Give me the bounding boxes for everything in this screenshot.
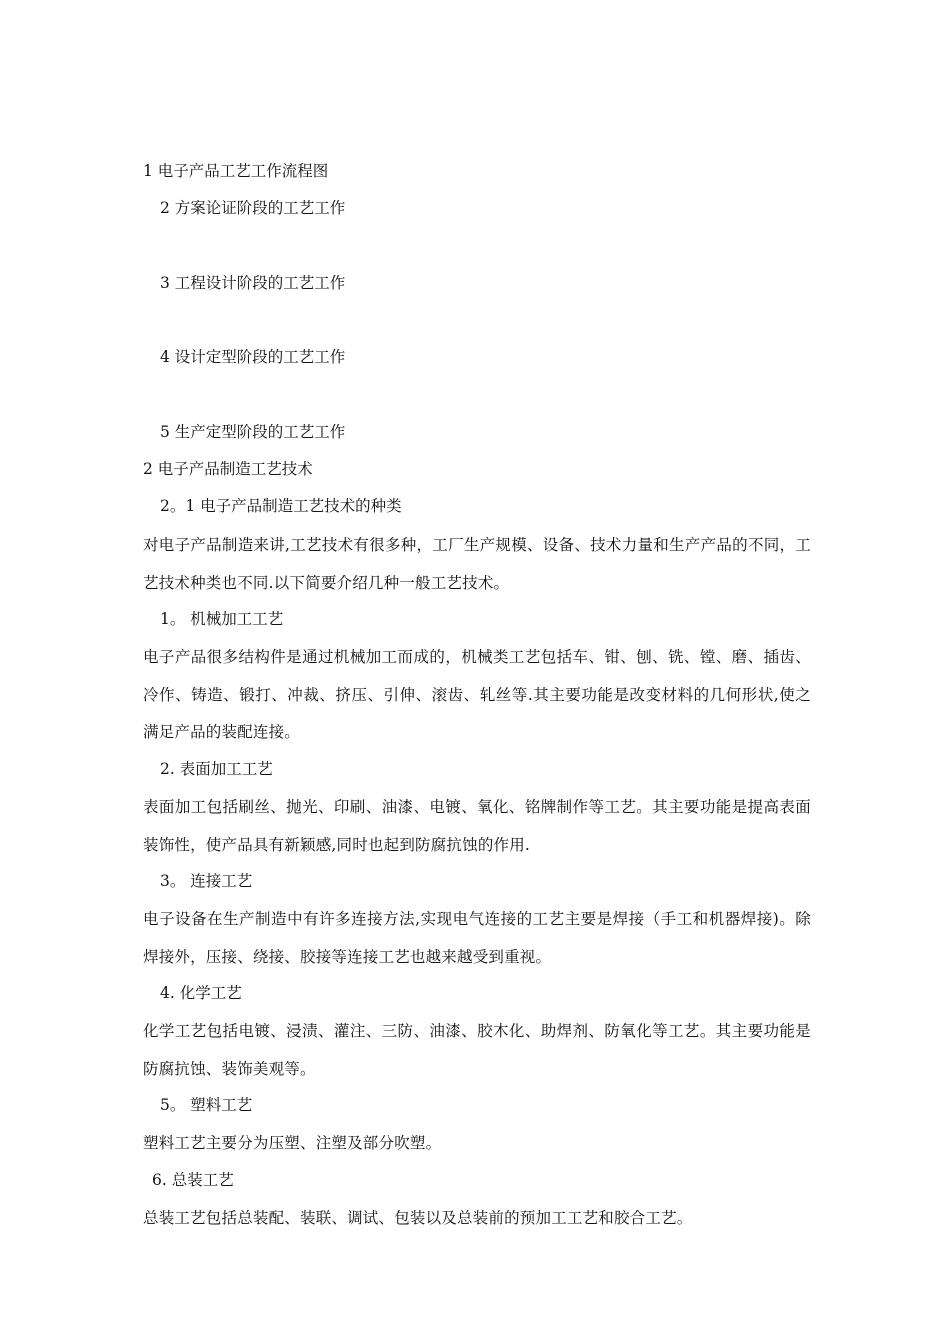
item-body-chemical: 化学工艺包括电镀、浸渍、灌注、三防、油漆、胶木化、助焊剂、防氧化等工艺。其主要功能是防腐抗蚀、装饰美观等。	[143, 1022, 811, 1078]
outline-item-3: 3 工程设计阶段的工艺工作	[160, 274, 346, 292]
subsection-heading: 2。1 电子产品制造工艺技术的种类	[160, 497, 402, 515]
outline-item-5: 5 生产定型阶段的工艺工作	[160, 423, 346, 441]
outline-item-4: 4 设计定型阶段的工艺工作	[160, 348, 346, 366]
item-body-connection: 电子设备在生产制造中有许多连接方法,实现电气连接的工艺主要是焊接（手工和机器焊接)。除焊接外，压接、绕接、胶接等连接工艺也越来越受到重视。	[143, 910, 811, 966]
outline-item-1: 1 电子产品工艺工作流程图	[143, 162, 329, 180]
item-body-assembly: 总装工艺包括总装配、装联、调试、包装以及总装前的预加工工艺和胶合工艺。	[143, 1209, 693, 1227]
item-body-machining: 电子产品很多结构件是通过机械加工而成的，机械类工艺包括车、钳、刨、铣、镗、磨、插齿、冷作、铸造、锻打、冲裁、挤压、引伸、滚齿、轧丝等.其主要功能是改变材料的几何形状,使之满足产品的装配连接。	[143, 648, 811, 741]
item-heading-machining: 1。 机械加工工艺	[160, 610, 284, 628]
item-heading-surface: 2. 表面加工工艺	[160, 760, 273, 778]
outline-item-2: 2 方案论证阶段的工艺工作	[160, 199, 346, 217]
item-body-surface: 表面加工包括刷丝、抛光、印刷、油漆、电镀、氧化、铭牌制作等工艺。其主要功能是提高表面装饰性，使产品具有新颖感,同时也起到防腐抗蚀的作用.	[143, 798, 811, 854]
item-heading-assembly: 6. 总装工艺	[152, 1171, 234, 1189]
item-heading-connection: 3。 连接工艺	[160, 872, 253, 890]
intro-paragraph: 对电子产品制造来讲,工艺技术有很多种，工厂生产规模、设备、技术力量和生产产品的不同，工艺技术种类也不同.以下简要介绍几种一般工艺技术。	[143, 536, 811, 592]
item-body-plastic: 塑料工艺主要分为压塑、注塑及部分吹塑。	[143, 1134, 442, 1152]
item-heading-chemical: 4. 化学工艺	[160, 984, 242, 1002]
item-heading-plastic: 5。 塑料工艺	[160, 1096, 253, 1114]
section-heading: 2 电子产品制造工艺技术	[143, 460, 313, 478]
